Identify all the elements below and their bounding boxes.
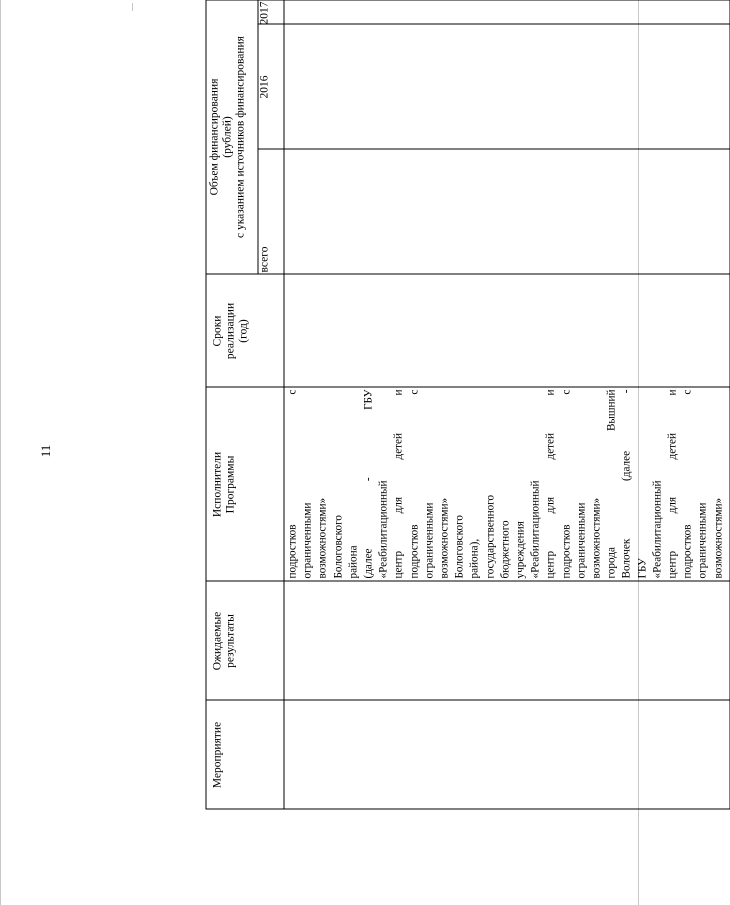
header-funding <box>208 0 247 274</box>
executors-line: ГБУ <box>635 557 648 578</box>
header-funding-2016 <box>258 24 270 149</box>
col-divider <box>257 148 730 149</box>
col-divider <box>205 699 730 700</box>
header-executors <box>211 387 237 581</box>
header-funding-2017-text: 2017 <box>258 1 270 24</box>
header-line: Сроки <box>211 315 223 346</box>
executors-line: Волочек (далее - <box>620 389 633 578</box>
page-number: 11 <box>38 444 53 458</box>
scan-mark <box>0 0 1 905</box>
header-line: с указанием источников финансирования <box>234 35 246 238</box>
executors-line: возможностями» <box>590 497 603 578</box>
header-line: результаты <box>224 613 236 668</box>
rotated-table-page <box>205 0 730 809</box>
executors-line: государственного <box>483 494 496 578</box>
executors-line: бюджетного <box>498 519 511 578</box>
header-line: (год) <box>237 318 249 343</box>
executors-line: возможностями» <box>711 497 724 578</box>
header-line: Программы <box>224 455 236 513</box>
header-funding-2017 <box>258 0 270 24</box>
executors-line: возможностями» <box>316 497 329 578</box>
executors-line: центр для детей и <box>666 389 679 578</box>
header-line: реализации <box>224 302 236 359</box>
header-line: Объем финансирования <box>208 78 220 195</box>
executors-line: (далее - ГБУ <box>362 389 375 578</box>
header-expected-results <box>211 581 237 700</box>
header-line: Ожидаемые <box>211 611 223 670</box>
executors-line: «Реабилитационный <box>529 479 542 578</box>
executors-line: подростков с <box>407 389 420 578</box>
executors-line: возможностями» <box>438 497 451 578</box>
header-line: (рублей) <box>221 115 233 158</box>
header-activity-text: Мероприятие <box>211 721 223 788</box>
executors-line: «Реабилитационный <box>377 479 390 578</box>
header-line: Исполнители <box>211 451 223 517</box>
executors-line: Бологовского <box>453 514 466 578</box>
executors-line: центр для детей и <box>392 389 405 578</box>
executors-line: подростков с <box>286 389 298 578</box>
executors-line: учреждения <box>514 520 527 578</box>
header-activity <box>211 700 224 809</box>
executors-line: Бологовского <box>331 514 344 578</box>
executors-line: «Реабилитационный <box>650 479 663 578</box>
executors-line: ограниченными <box>422 502 435 578</box>
col-divider <box>205 273 730 274</box>
executors-line: района <box>346 544 359 578</box>
executors-line: района), <box>468 538 481 578</box>
header-funding-total-text: всего <box>258 246 270 272</box>
executors-line: ограниченными <box>574 502 587 578</box>
table-border-top <box>205 0 206 809</box>
header-funding-2016-text: 2016 <box>258 75 270 98</box>
executors-line: центр для детей и <box>544 389 557 578</box>
executors-line: подростков с <box>681 389 694 578</box>
header-period <box>211 274 250 387</box>
table-border-left <box>205 808 730 809</box>
col-divider <box>257 23 730 24</box>
col-divider <box>205 580 730 581</box>
executors-cell <box>285 389 726 578</box>
col-divider <box>205 386 730 387</box>
executors-line: ограниченными <box>696 502 709 578</box>
header-bottom-rule <box>283 0 284 809</box>
program-table <box>205 0 730 809</box>
header-funding-total <box>258 244 270 274</box>
scan-mark <box>132 3 133 11</box>
executors-line: города Вышний <box>605 389 618 578</box>
executors-line: подростков с <box>559 389 572 578</box>
executors-line: ограниченными <box>301 502 314 578</box>
